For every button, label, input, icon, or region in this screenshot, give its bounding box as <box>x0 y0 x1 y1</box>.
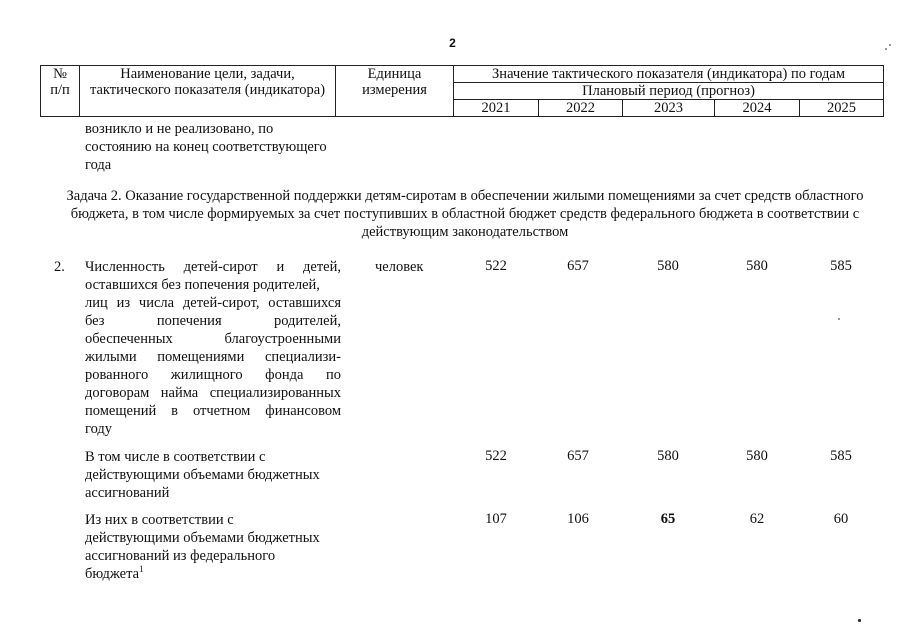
text-line: Из них в соответствии с <box>85 512 234 528</box>
task-heading: Задача 2. Оказание государственной поддержки детям-сиротам в обеспечении жилыми помещениями за счет средств областного бюджета, в том числе формируемых за счет поступивших в областной бюджет средств федерального бюджета в соответствии с действующим законодательством <box>66 188 864 240</box>
header-year-cell: 2022 <box>539 100 623 117</box>
header-value-cell: Значение тактического показателя (индикатора) по годам <box>454 66 884 83</box>
value-2025: 585 <box>830 448 852 464</box>
footnote-mark: 1 <box>139 564 144 575</box>
text-line: действующими объемами бюджетных <box>85 530 320 546</box>
text-line: В том числе в соответствии с <box>85 449 266 465</box>
value-2024: 580 <box>746 258 768 274</box>
text-line: года <box>85 157 112 173</box>
value-2021: 522 <box>485 448 507 464</box>
header-unit-cell: Единица измерения <box>336 66 454 117</box>
text-line: договорам найма специализированных <box>85 385 341 401</box>
text-line: ассигнований <box>85 485 170 501</box>
text-line: действующими объемами бюджетных <box>85 467 320 483</box>
value-2025: 585 <box>830 258 852 274</box>
value-2024: 62 <box>749 511 765 527</box>
text-line: оставшихся без попечения родителей, <box>85 277 320 293</box>
header-year-cell: 2025 <box>800 100 884 117</box>
header-planned-period-cell: Плановый период (прогноз) <box>454 83 884 100</box>
scan-speck <box>885 48 887 50</box>
value-2022: 106 <box>567 511 589 527</box>
indicator-subrow-name <box>85 511 341 583</box>
value-2022: 657 <box>567 448 589 464</box>
header-year-cell: 2021 <box>454 100 539 117</box>
text-line: обеспеченных благоустроенными <box>85 331 341 347</box>
scan-speck <box>889 44 891 46</box>
page-number: 2 <box>449 36 456 50</box>
text-line: состоянию на конец соответствующего <box>85 139 327 155</box>
text-line <box>85 565 341 583</box>
value-2023: 580 <box>657 448 679 464</box>
indicator-name <box>85 258 341 438</box>
header-number-cell <box>41 66 80 117</box>
row-number: 2. <box>54 259 65 275</box>
header-table <box>40 65 884 117</box>
text-line: году <box>85 421 113 437</box>
text-line: рованного жилищного фонда по <box>85 367 341 383</box>
continuation-text <box>85 120 345 174</box>
unit-value: человек <box>375 259 424 275</box>
value-2023: 580 <box>657 258 679 274</box>
value-2021: 107 <box>485 511 507 527</box>
value-2021: 522 <box>485 258 507 274</box>
text-line: Численность детей-сирот и детей, <box>85 259 341 275</box>
header-number-abbr: п/п <box>50 82 70 98</box>
value-2025: 60 <box>833 511 849 527</box>
scan-speck <box>858 619 861 622</box>
header-name-cell: Наименование цели, задачи, тактического показателя (индикатора) <box>80 66 336 117</box>
text-line: лиц из числа детей-сирот, оставшихся <box>85 295 341 311</box>
text-line: помещений в отчетном финансовом <box>85 403 341 419</box>
text-line: возникло и не реализовано, по <box>85 121 274 137</box>
text-line: без попечения родителей, <box>85 313 341 329</box>
value-2022: 657 <box>567 258 589 274</box>
value-2024: 580 <box>746 448 768 464</box>
indicator-subrow-name <box>85 448 341 502</box>
value-2023: 65 <box>660 511 676 527</box>
text-fragment: бюджета <box>85 566 140 582</box>
scan-speck <box>838 318 840 320</box>
text-line: ассигнований из федерального <box>85 548 276 564</box>
header-year-cell: 2023 <box>623 100 715 117</box>
header-number-sign: № <box>53 66 67 82</box>
header-year-cell: 2024 <box>715 100 800 117</box>
text-line: жилыми помещениями специализи- <box>85 349 341 365</box>
